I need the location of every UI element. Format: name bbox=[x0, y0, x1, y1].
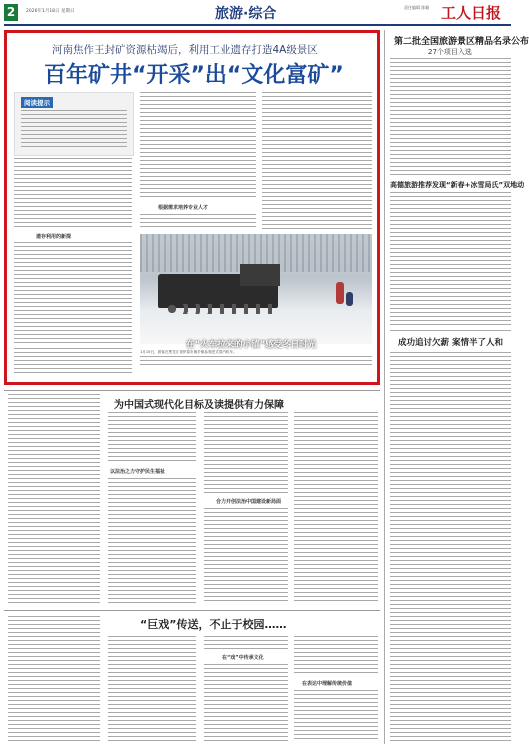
newspaper-name: 工人日报 bbox=[441, 4, 502, 22]
right-headline-2: 高德旅游推荐发现“新春+冰雪局氏”双地动 bbox=[390, 181, 525, 189]
right-text-1 bbox=[390, 58, 511, 176]
right-separator bbox=[390, 330, 511, 331]
right-headline-1: 第二批全国旅游景区精品名录公布 bbox=[394, 37, 529, 47]
page-number: 2 bbox=[6, 5, 16, 19]
middle-col2-text-a bbox=[108, 412, 196, 464]
right-text-3 bbox=[390, 352, 511, 742]
editor-line-extra bbox=[404, 11, 430, 16]
lead-col1-text-b bbox=[14, 242, 132, 344]
right-text-2 bbox=[390, 192, 511, 326]
middle-col2-text-b bbox=[108, 478, 196, 604]
date-line: 2026年1月18日 星期日 bbox=[26, 9, 75, 14]
editor-line: 责任编辑 陈颖 bbox=[404, 5, 430, 10]
bottom-col3-text-a bbox=[204, 636, 288, 650]
middle-col1-text bbox=[8, 394, 100, 604]
lead-subhead-1: 遗存利用的新探 bbox=[36, 234, 72, 240]
lead-col1-text-a bbox=[14, 158, 132, 230]
bottom-subhead-1: 在“戏”中传承文化 bbox=[222, 655, 264, 661]
photo-caption-title: 在“火车拉来的小镇”感受冬日时光 bbox=[186, 340, 317, 350]
middle-headline: 为中国式现代化目标及读提供有力保障 bbox=[114, 400, 284, 411]
bottom-subhead-2: 在表达中理解传统价值 bbox=[302, 681, 353, 687]
right-subhead-1: 27个项目入选 bbox=[428, 48, 472, 56]
masthead-rule bbox=[4, 24, 511, 26]
lead-headline: 百年矿井“开采”出“文化富矿” bbox=[44, 63, 344, 88]
right-headline-3: 成功追讨欠薪 案情半了人和 bbox=[398, 338, 503, 348]
middle-col3-text-a bbox=[204, 412, 288, 494]
lead-kicker: 河南焦作王封矿资源枯竭后，利用工业遗存打造4A级景区 bbox=[52, 44, 318, 56]
bottom-col4-text-b bbox=[294, 690, 378, 742]
locomotive-cab bbox=[240, 264, 280, 286]
lead-col1-text-c bbox=[14, 348, 132, 376]
middle-col4-text bbox=[294, 412, 378, 604]
bottom-col4-text-a bbox=[294, 636, 378, 676]
photo-caption-text: 1月15日，游客在黑龙江省伊春市朗乡镇参观老式蒸汽机车。 bbox=[140, 350, 237, 354]
locomotive-wheels bbox=[166, 304, 274, 314]
lead-subhead-2: 根据需求培养专业人才 bbox=[158, 205, 209, 211]
bottom-rule-top bbox=[4, 610, 380, 611]
lead-col2-text-b bbox=[140, 214, 256, 230]
middle-subhead-1: 以法治之力守护民生福祉 bbox=[110, 469, 166, 475]
lead-col2-text-a bbox=[140, 92, 256, 200]
photo-caption-more bbox=[140, 356, 372, 368]
section-title: 旅游·综合 bbox=[215, 6, 277, 22]
bottom-headline: “巨戏”传送，不止于校园…… bbox=[140, 618, 287, 631]
middle-rule-top bbox=[4, 390, 380, 391]
editor-note-label: 阅读提示 bbox=[21, 97, 53, 108]
masthead bbox=[0, 0, 515, 26]
editor-note-text bbox=[21, 110, 127, 150]
visitor-figure-2 bbox=[346, 292, 353, 306]
page-number-badge bbox=[4, 4, 18, 21]
editor-note-box bbox=[14, 92, 134, 156]
visitor-figure bbox=[336, 282, 344, 304]
bottom-col1-text bbox=[8, 616, 100, 742]
bottom-col2-text bbox=[108, 636, 196, 742]
middle-col3-text-b bbox=[204, 508, 288, 604]
middle-subhead-2: 合力开创法治中国建设新局面 bbox=[216, 499, 282, 505]
lead-col3-text bbox=[262, 92, 372, 230]
right-column-rule bbox=[384, 30, 385, 744]
bottom-col3-text-b bbox=[204, 664, 288, 742]
lead-photo bbox=[140, 234, 372, 344]
